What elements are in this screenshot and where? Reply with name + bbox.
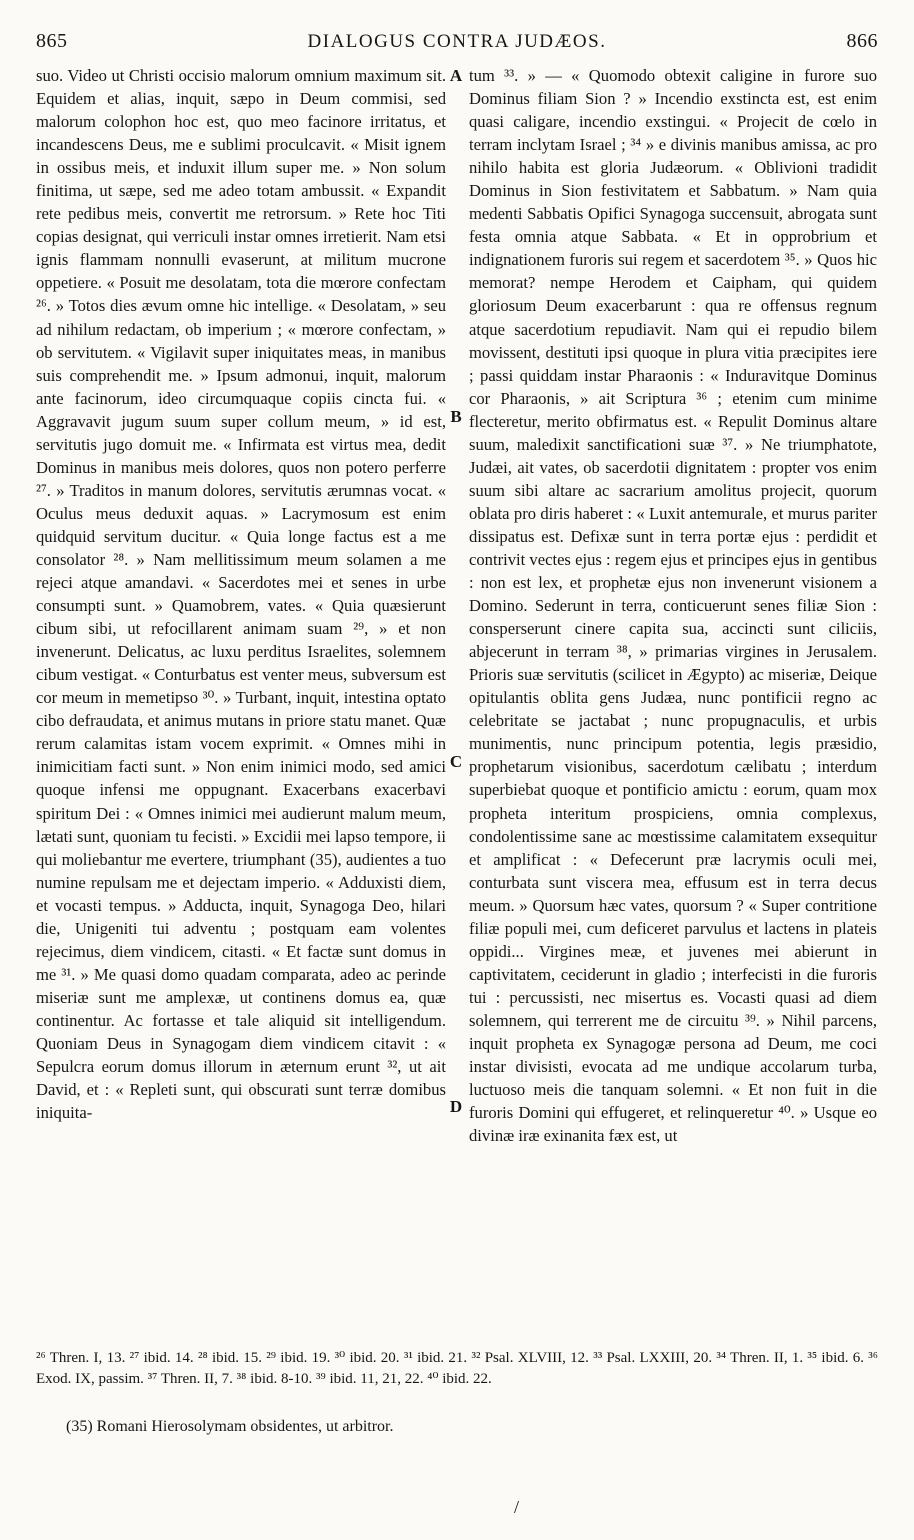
page-number-right: 866	[846, 30, 878, 52]
page-number-left: 865	[36, 30, 68, 52]
right-column	[469, 64, 877, 1329]
left-column	[36, 64, 446, 1329]
margin-letter-c: C	[449, 752, 463, 771]
right-column-text: tum ³³. » — « Quomodo obtexit caligine in furore suo Dominus filiam Sion ? » Incendio exstincta est, est enim quasi caligare, incendio exstingui. « Projecit de cœlo in terram inclytam Israel ; ³⁴ » e divinis manibus amissa, ac pro nihilo habita est gloria Judæorum. « Oblivioni tradidit Dominus in Sion festivitatem et Sabbatum. » Nam quia medenti Sabbatis Opifici Synagoga succensuit, abrogata sunt festa omnia atque Sabbata. « Et in opprobrium et indignationem furoris sui regem et sacerdotem ³⁵. » Quos hic memorat? nempe Herodem et Caipham, qui quidem gloriosum Deum exacerbarunt : qua re offensus regnum atque sacerdotium repudiavit. Nam qui ei repudio bilem movissent, destituti ipsi quoque in plura vitia præcipites iere ; passi quiddam instar Pharaonis : « Induravitque Dominus cor Pharaonis, » ait Scriptura ³⁶ ; etenim cum minime flecteretur, merito obfirmatus est. « Repulit Dominus altare suum, maledixit sanctificationi suæ ³⁷. » Ne triumphatote, Judæi, ait vates, ob sacerdotii dignitatem : propter vos enim suum sibi altare ac sacrarium amolitus projecit, quorum oblata pro diris haberet : « Luxit antemurale, et murus pariter dissipatus est. Defixæ sunt in terra portæ ejus : perdidit et contrivit vectes ejus : regem ejus et principes ejus in gentibus : non est lex, et prophetæ ejus non invenerunt visionem a Domino. Sederunt in terra, conticuerunt senes filiæ Sion : consperserunt cinere capita sua, accincti sunt ciliciis, abjecerunt in terram ³⁸, » primarias virgines in Jerusalem. Prioris suæ servitutis (scilicet in Ægypto) ac miseriæ, Deique opitulantis oblita gens Judæa, nunc pontificii regno ac celebritate se jactabat ; nunc propugnaculis, et urbis munimentis, nunc principum potentia, legis præsidio, prophetarum visionibus, sacerdotum cælibatu ; interdum superbiebat quoque et pontificio amictu : eorum, quam mox propheta interitum prospiciens, omnia complexus, condolentissime sane ac mœstissime calamitatem exsequitur et amplificat : « Defecerunt præ lacrymis oculi mei, conturbata sunt viscera mea, effusum est in terra decus meum. » Quorsum hæc vates, quorsum ? « Super contritione filiæ populi mei, cum deficeret parvulus et lactens in plateis oppidi... Virgines meæ, et juvenes mei abierunt in captivitatem, ceciderunt in gladio ; interfecisti in die furoris tui : percussisti, nec misertus es. Vocasti quasi ad diem solemnem, qui terrerent me de circuitu ³⁹. » Nihil parcens, inquit propheta ex Synagogæ persona ad Deum, me coci instar divisisti, evocata ad me undique accolarum turba, luctuoso meis die tanquam solemni. « Et non fuit in die furoris Domini qui effugeret, et relinqueretur ⁴⁰. » Usque eo divinæ iræ exinanita fæx est, ut	[469, 66, 877, 1146]
footnote-text: (35) Romani Hierosolymam obsidentes, ut arbitror.	[66, 1418, 394, 1435]
left-column-text: suo. Video ut Christi occisio malorum omnium maximum sit. Equidem et alias, inquit, sæpo in Deum commisi, sed malorum colophon hoc est, quo meo facinore irritatus, et incandescens Deus, me e sublimi proculcavit. « Misit ignem in ossibus meis, et induxit illum super me. » Non solum finitima, ut sæpe, sed me adeo totam ambussit. « Expandit rete pedibus meis, convertit me retrorsum. » Rete hoc Titi copias designat, qui verriculi instar omnes irretierit. Nam etsi ignis flammam nonnulli evaserunt, at militum mucrone oppetiere. « Posuit me desolatam, tota die mœrore confectam ²⁶. » Totos dies ævum omne hic intellige. « Desolatam, » seu ad nihilum redactam, ob imperium ; « mœrore confectam, » ob servitutem. « Vigilavit super iniquitates meas, in manibus suis comprehendit me. » Ipsum admonui, inquit, malorum ante facinorum, ideo circumquaque copiis cincta fui. « Aggravavit jugum suum super collum meum, » id est, servitutis jugo domuit me. « Infirmata est virtus mea, dedit Dominus in manibus meis dolores, quos non potero perferre ²⁷. » Traditos in manum dolores, servitutis ærumnas vocat. « Oculus meus deduxit aquas. » Lacrymosum est enim quidquid servitum ducitur. « Quia longe factus est a me consolator ²⁸. » Nam mellitissimum meum solamen a me rejeci atque amandavi. « Sacerdotes mei et senes in urbe consumpti sunt. » Quamobrem, vates. « Quia quæsierunt cibum sibi, ut refocillarent animam suam ²⁹, » et non invenerunt. Delicatus, ac luxu perditus Israelites, solemnem cibum vestigat. « Conturbatus est venter meus, subversum est cor meum in memetipso ³⁰. » Turbant, inquit, intestina optato cibo defraudata, et animus mutans in priore statu manet. Quæ rerum calamitas istam vocem exprimit. « Omnes mihi in inimicitiam facti sunt. » Non enim inimici modo, sed amici quoque infensi me oppugnant. Exacerbans exacerbavi spiritum Dei : « Omnes inimici mei audierunt malum meum, lætati sunt, quoniam tu fecisti. » Excidii mei lapso tempore, ii qui moliebantur me evertere, triumphant (35), audientes a tuo numine repulsam me et dejectam imperio. « Adduxisti diem, et vocasti tempus. » Adducta, inquit, Synagoga Deo, hilari die, Unigeniti tui adventu ; postquam eam volentes rejecimus, diem vindicem, citasti. « Et factæ sunt domus in me ³¹. » Me quasi domo quadam comparata, adeo ac perinde miseriæ sunt me amplexæ, ut continens domus ea, quæ continentur. Ac fortasse et tale aliquid sit intelligendum. Quoniam Deus in Synagogam diem vindicem citavit : « Sepulcra eorum domus illorum in æternum erunt ³², ut ait David, et : « Repleti sunt, qui obscurati sunt terræ domibus iniquita-	[36, 66, 446, 1123]
scripture-references	[36, 1348, 878, 1390]
margin-letter-a: A	[449, 66, 463, 85]
running-title: DIALOGUS CONTRA JUDÆOS.	[307, 31, 607, 52]
footnote	[66, 1418, 394, 1436]
stray-mark: /	[514, 1497, 520, 1517]
margin-letter-b: B	[450, 407, 462, 426]
margin-letter-d: D	[449, 1097, 463, 1116]
reference-notes-text: ²⁶ Thren. I, 13. ²⁷ ibid. 14. ²⁸ ibid. 15. ²⁹ ibid. 19. ³⁰ ibid. 20. ³¹ ibid. 21. ³² Psal. XLVIII, 12. ³³ Psal. LXXIII, 20. ³⁴ Thren. II, 1. ³⁵ ibid. 6. ³⁶ Exod. IX, passim. ³⁷ Thren. II, 7. ³⁸ ibid. 8-10. ³⁹ ibid. 11, 21, 22. ⁴⁰ ibid. 22.	[36, 1350, 878, 1387]
running-header	[36, 30, 878, 60]
